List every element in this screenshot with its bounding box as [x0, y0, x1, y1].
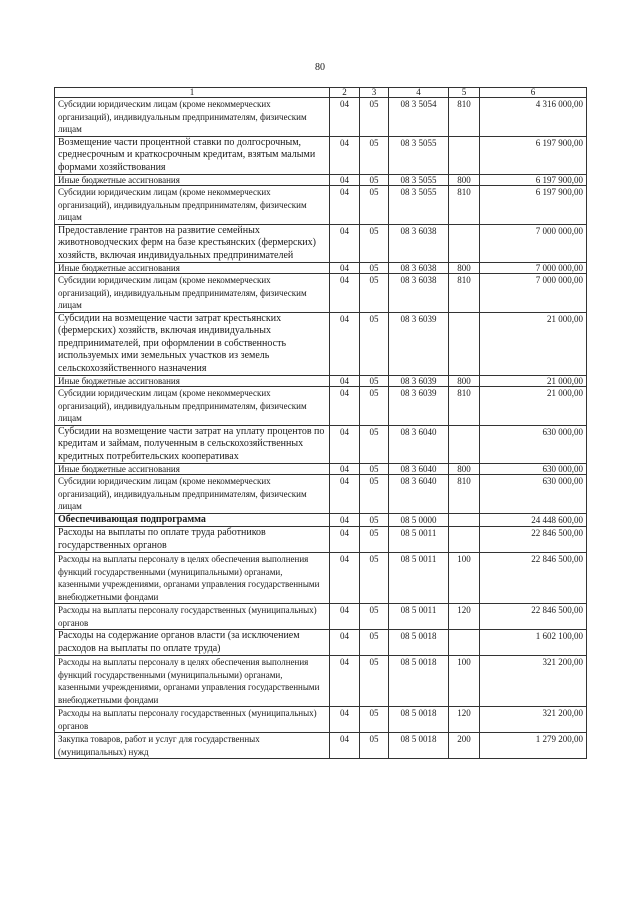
row-expense-type: 800 — [449, 464, 480, 475]
row-section: 04 — [330, 387, 360, 426]
row-expense-type: 810 — [449, 186, 480, 225]
row-target-code: 08 5 0018 — [389, 707, 449, 733]
row-section: 04 — [330, 263, 360, 274]
row-expense-type: 800 — [449, 376, 480, 387]
row-name: Расходы на выплаты персоналу государственных (муниципальных) органов — [55, 604, 330, 630]
row-amount: 7 000 000,00 — [480, 263, 587, 274]
row-amount: 630 000,00 — [480, 425, 587, 464]
table-row — [55, 263, 587, 274]
row-section: 04 — [330, 376, 360, 387]
table-row — [55, 136, 587, 175]
table-row — [55, 707, 587, 733]
row-amount: 321 200,00 — [480, 656, 587, 707]
row-subsection: 05 — [360, 224, 389, 263]
table-row — [55, 98, 587, 137]
table-row — [55, 425, 587, 464]
row-name: Иные бюджетные ассигнования — [55, 175, 330, 186]
row-expense-type — [449, 630, 480, 656]
row-target-code: 08 3 5055 — [389, 136, 449, 175]
row-target-code: 08 3 6039 — [389, 387, 449, 426]
table-row — [55, 527, 587, 553]
row-expense-type — [449, 425, 480, 464]
row-amount: 22 846 500,00 — [480, 527, 587, 553]
row-section: 04 — [330, 656, 360, 707]
row-section: 04 — [330, 464, 360, 475]
row-target-code: 08 3 6038 — [389, 224, 449, 263]
row-subsection: 05 — [360, 136, 389, 175]
table-row — [55, 376, 587, 387]
row-amount: 6 197 900,00 — [480, 175, 587, 186]
table-row — [55, 553, 587, 604]
row-name: Расходы на выплаты персоналу государственных (муниципальных) органов — [55, 707, 330, 733]
row-subsection: 05 — [360, 707, 389, 733]
row-name: Субсидии юридическим лицам (кроме некоммерческих организаций), индивидуальным предпринимателям, физическим лицам — [55, 475, 330, 514]
budget-table — [54, 87, 587, 759]
col-header-3: 3 — [360, 88, 389, 98]
row-name: Субсидии юридическим лицам (кроме некоммерческих организаций), индивидуальным предпринимателям, физическим лицам — [55, 186, 330, 225]
row-expense-type: 200 — [449, 733, 480, 759]
col-header-6: 6 — [480, 88, 587, 98]
row-target-code: 08 3 5055 — [389, 186, 449, 225]
row-section: 04 — [330, 136, 360, 175]
row-amount: 321 200,00 — [480, 707, 587, 733]
row-amount: 1 279 200,00 — [480, 733, 587, 759]
col-header-5: 5 — [449, 88, 480, 98]
row-name: Субсидии юридическим лицам (кроме некоммерческих организаций), индивидуальным предпринимателям, физическим лицам — [55, 387, 330, 426]
table-row — [55, 312, 587, 376]
row-target-code: 08 5 0011 — [389, 604, 449, 630]
row-subsection: 05 — [360, 425, 389, 464]
row-amount: 21 000,00 — [480, 312, 587, 376]
table-row — [55, 224, 587, 263]
row-expense-type: 810 — [449, 274, 480, 313]
row-amount: 1 602 100,00 — [480, 630, 587, 656]
row-subsection: 05 — [360, 274, 389, 313]
row-subsection: 05 — [360, 387, 389, 426]
row-expense-type: 800 — [449, 263, 480, 274]
row-amount: 6 197 900,00 — [480, 136, 587, 175]
table-row — [55, 513, 587, 527]
row-section: 04 — [330, 553, 360, 604]
row-target-code: 08 5 0011 — [389, 553, 449, 604]
table-row — [55, 464, 587, 475]
row-section: 04 — [330, 186, 360, 225]
row-expense-type — [449, 224, 480, 263]
page-number: 80 — [315, 62, 325, 73]
row-expense-type — [449, 513, 480, 527]
row-target-code: 08 3 6038 — [389, 263, 449, 274]
row-subsection: 05 — [360, 98, 389, 137]
row-section: 04 — [330, 224, 360, 263]
row-name: Субсидии на возмещение части затрат на уплату процентов по кредитам и займам, полученным в сельскохозяйственных кредитных потребительских кооперативах — [55, 425, 330, 464]
row-name: Обеспечивающая подпрограмма — [55, 513, 330, 527]
row-target-code: 08 5 0018 — [389, 630, 449, 656]
table-row — [55, 387, 587, 426]
col-header-1: 1 — [55, 88, 330, 98]
row-subsection: 05 — [360, 263, 389, 274]
table-row — [55, 656, 587, 707]
row-subsection: 05 — [360, 513, 389, 527]
row-amount: 21 000,00 — [480, 387, 587, 426]
row-section: 04 — [330, 475, 360, 514]
row-subsection: 05 — [360, 464, 389, 475]
row-name: Возмещение части процентной ставки по долгосрочным, среднесрочным и краткосрочным кредитам, взятым малыми формами хозяйствования — [55, 136, 330, 175]
row-amount: 7 000 000,00 — [480, 224, 587, 263]
row-amount: 4 316 000,00 — [480, 98, 587, 137]
row-subsection: 05 — [360, 527, 389, 553]
row-expense-type: 810 — [449, 387, 480, 426]
row-target-code: 08 5 0018 — [389, 733, 449, 759]
row-expense-type: 800 — [449, 175, 480, 186]
row-name: Расходы на содержание органов власти (за исключением расходов на выплаты по оплате труда) — [55, 630, 330, 656]
row-target-code: 08 3 5055 — [389, 175, 449, 186]
col-header-2: 2 — [330, 88, 360, 98]
table-row — [55, 475, 587, 514]
row-expense-type: 100 — [449, 553, 480, 604]
row-target-code: 08 3 6039 — [389, 376, 449, 387]
row-expense-type: 810 — [449, 98, 480, 137]
row-amount: 6 197 900,00 — [480, 186, 587, 225]
row-name: Субсидии юридическим лицам (кроме некоммерческих организаций), индивидуальным предпринимателям, физическим лицам — [55, 98, 330, 137]
row-expense-type — [449, 527, 480, 553]
row-target-code: 08 3 6038 — [389, 274, 449, 313]
row-section: 04 — [330, 98, 360, 137]
row-subsection: 05 — [360, 630, 389, 656]
row-section: 04 — [330, 274, 360, 313]
row-expense-type: 810 — [449, 475, 480, 514]
row-amount: 22 846 500,00 — [480, 604, 587, 630]
row-name: Расходы на выплаты персоналу в целях обеспечения выполнения функций государственными (муниципальными) органами, казенными учреждениями, органами управления государственными внебюджетными фондами — [55, 656, 330, 707]
row-subsection: 05 — [360, 186, 389, 225]
row-subsection: 05 — [360, 553, 389, 604]
row-target-code: 08 5 0018 — [389, 656, 449, 707]
row-expense-type: 120 — [449, 707, 480, 733]
row-amount: 630 000,00 — [480, 475, 587, 514]
row-name: Иные бюджетные ассигнования — [55, 376, 330, 387]
row-subsection: 05 — [360, 175, 389, 186]
row-expense-type — [449, 312, 480, 376]
row-section: 04 — [330, 527, 360, 553]
header-row — [55, 88, 587, 98]
row-target-code: 08 3 5054 — [389, 98, 449, 137]
row-target-code: 08 3 6040 — [389, 425, 449, 464]
row-section: 04 — [330, 733, 360, 759]
row-amount: 21 000,00 — [480, 376, 587, 387]
row-subsection: 05 — [360, 733, 389, 759]
row-amount: 7 000 000,00 — [480, 274, 587, 313]
table-row — [55, 274, 587, 313]
row-name: Расходы на выплаты персоналу в целях обеспечения выполнения функций государственными (муниципальными) органами, казенными учреждениями, органами управления государственными внебюджетными фондами — [55, 553, 330, 604]
table-row — [55, 630, 587, 656]
row-subsection: 05 — [360, 604, 389, 630]
row-amount: 630 000,00 — [480, 464, 587, 475]
row-name: Закупка товаров, работ и услуг для государственных (муниципальных) нужд — [55, 733, 330, 759]
row-subsection: 05 — [360, 376, 389, 387]
row-target-code: 08 5 0011 — [389, 527, 449, 553]
row-name: Предоставление грантов на развитие семейных животноводческих ферм на базе крестьянских (фермерских) хозяйств, включая индивидуальных предпринимателей — [55, 224, 330, 263]
row-section: 04 — [330, 513, 360, 527]
row-expense-type: 100 — [449, 656, 480, 707]
row-section: 04 — [330, 425, 360, 464]
table-row — [55, 175, 587, 186]
row-section: 04 — [330, 175, 360, 186]
row-subsection: 05 — [360, 312, 389, 376]
table-row — [55, 733, 587, 759]
row-name: Расходы на выплаты по оплате труда работников государственных органов — [55, 527, 330, 553]
row-amount: 24 448 600,00 — [480, 513, 587, 527]
table-row — [55, 604, 587, 630]
row-name: Субсидии на возмещение части затрат крестьянских (фермерских) хозяйств, включая индивидуальных предпринимателей, при оформлении в собственность используемых ими земельных участков из земель сельскохозяйственного назначения — [55, 312, 330, 376]
row-expense-type — [449, 136, 480, 175]
row-subsection: 05 — [360, 475, 389, 514]
table-row — [55, 186, 587, 225]
row-subsection: 05 — [360, 656, 389, 707]
row-section: 04 — [330, 312, 360, 376]
row-expense-type: 120 — [449, 604, 480, 630]
row-target-code: 08 3 6040 — [389, 464, 449, 475]
row-name: Субсидии юридическим лицам (кроме некоммерческих организаций), индивидуальным предпринимателям, физическим лицам — [55, 274, 330, 313]
row-target-code: 08 5 0000 — [389, 513, 449, 527]
row-name: Иные бюджетные ассигнования — [55, 464, 330, 475]
row-target-code: 08 3 6039 — [389, 312, 449, 376]
row-section: 04 — [330, 604, 360, 630]
row-section: 04 — [330, 630, 360, 656]
row-amount: 22 846 500,00 — [480, 553, 587, 604]
col-header-4: 4 — [389, 88, 449, 98]
row-name: Иные бюджетные ассигнования — [55, 263, 330, 274]
row-section: 04 — [330, 707, 360, 733]
row-target-code: 08 3 6040 — [389, 475, 449, 514]
